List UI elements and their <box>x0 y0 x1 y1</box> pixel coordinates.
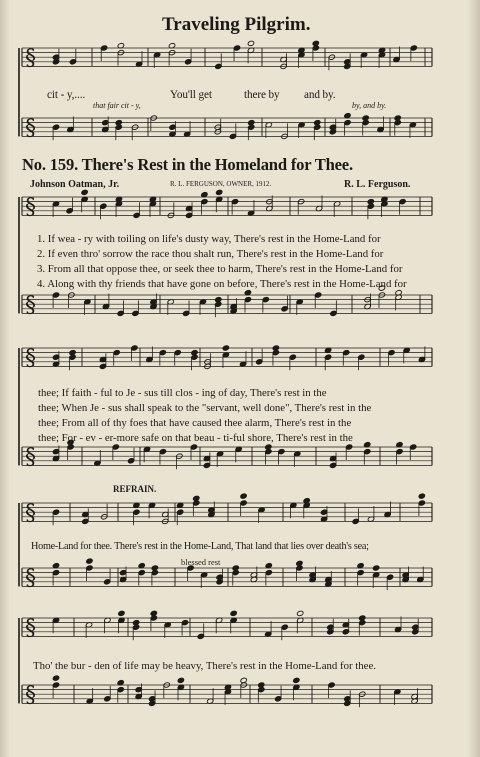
verse-2-line-1: 2. If even thro' sorrow the race thou shalt run, There's rest in the Home-Land for <box>37 248 384 260</box>
svg-text:§: § <box>25 501 36 526</box>
song-copyright: R. L. FERGUSON, OWNER, 1912. <box>170 180 272 188</box>
svg-text:§: § <box>25 116 36 141</box>
svg-text:§: § <box>25 616 36 641</box>
svg-text:§: § <box>25 293 36 318</box>
prev-lyric-3: there by <box>244 89 280 101</box>
prev-small-mid: that fair cit - y, <box>93 101 141 110</box>
refrain-small-text: blessed rest <box>181 557 221 567</box>
verse-3-line-2: thee; From all of thy foes that have caused thee alarm, There's rest in the <box>38 417 352 429</box>
svg-text:§: § <box>25 445 36 470</box>
song-author: Johnson Oatman, Jr. <box>30 179 120 190</box>
svg-text:§: § <box>25 195 36 220</box>
prev-lyric-1: cit - y,.... <box>47 89 86 101</box>
binding-shadow-right <box>468 0 480 757</box>
refrain-label: REFRAIN. <box>113 484 157 494</box>
binding-shadow-left <box>0 0 10 757</box>
verse-4-line-2: thee; For - ev - er-more safe on that beau - ti-ful shore, There's rest in the <box>38 432 353 444</box>
svg-text:§: § <box>25 566 36 591</box>
verse-3-line-1: 3. From all that oppose thee, or seek thee to harm, There's rest in the Home-Land for <box>37 263 403 275</box>
verse-4-line-1: 4. Along with thy friends that have gone on before, There's rest in the Home-Land for <box>37 278 407 290</box>
song-composer: R. L. Ferguson. <box>344 179 411 190</box>
prev-song-title: Traveling Pilgrim. <box>162 14 311 35</box>
verse-1-line-1: 1. If wea - ry with toiling on life's dusty way, There's rest in the Home-Land for <box>37 233 381 245</box>
prev-small-right: by, and by. <box>352 101 387 110</box>
refrain-line-1: Home-Land for thee. There's rest in the Home-Land, That land that lies over death's sea; <box>31 541 369 552</box>
song-title: No. 159. There's Rest in the Homeland for Thee. <box>22 155 353 174</box>
verse-2-line-2: thee; When Je - sus shall speak to the "servant, well done", There's rest in the <box>38 402 372 414</box>
prev-lyric-2: You'll get <box>170 89 212 101</box>
refrain-line-2: Tho' the bur - den of life may be heavy, There's rest in the Home-Land for thee. <box>33 660 376 672</box>
svg-text:§: § <box>25 683 36 708</box>
svg-text:§: § <box>25 46 36 71</box>
verse-1-line-2: thee; If faith - ful to Je - sus till clos - ing of day, There's rest in the <box>38 387 327 399</box>
svg-text:§: § <box>25 346 36 371</box>
prev-lyric-4: and by. <box>304 89 336 101</box>
